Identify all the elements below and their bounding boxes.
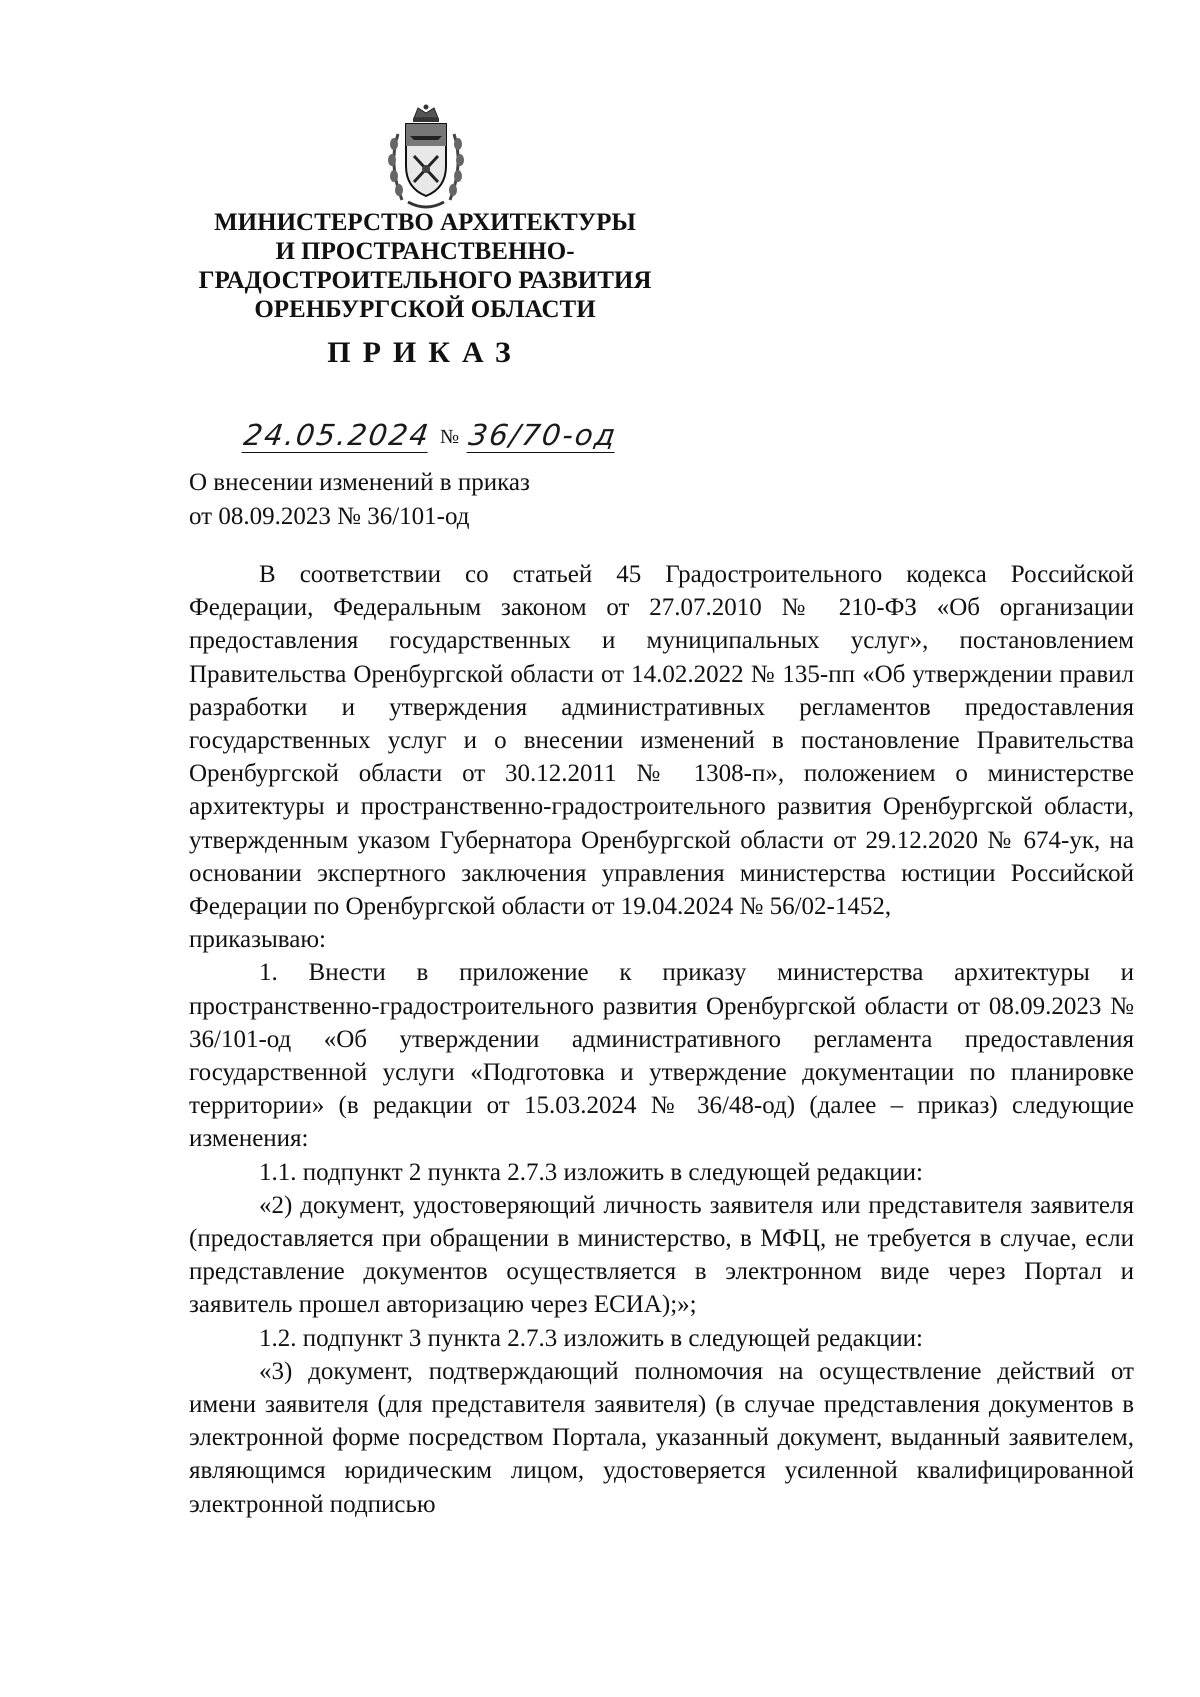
ministry-name — [180, 208, 670, 324]
item-1-1-paragraph: 1.1. подпункт 2 пункта 2.7.3 изложить в следующей редакции: — [259, 1158, 923, 1186]
handwritten-number: 36/70-од — [466, 418, 620, 452]
item-1-paragraph: 1. Внести в приложение к приказу министерства архитектуры и пространственно-градостроительного развития Оренбургской области от 08.09.2023 № 36/101-од «Об утверждении административного регламента предоставления государственной услуги «Подготовка и утверждение документации по планировке территории» (в редакции от 15.03.2024 № 36/48-од) (далее – приказ) следующие изменения: — [189, 959, 1134, 1153]
subject-line: О внесении изменений в приказ — [189, 469, 530, 496]
ministry-name-line: И ПРОСТРАНСТВЕННО- — [275, 238, 575, 265]
item-1-2-text-paragraph: «3) документ, подтверждающий полномочия на осуществление действий от имени заявителя (для представителя заявителя) (в случае представления документов в электронной форме посредством Портала, указанный документ, выданный заявителем, являющимся юридическим лицом, удостоверяется усиленной квалифицированной электронной подписью — [189, 1357, 1134, 1518]
number-label: № — [440, 426, 460, 448]
document-type-title: ПРИКАЗ — [327, 336, 523, 369]
order-word: приказываю: — [189, 926, 326, 954]
item-1-1-text-paragraph: «2) документ, удостоверяющий личность заявителя или представителя заявителя (предоставляется при обращении в министерство, в МФЦ, не требуется в случае, если представление документов осуществляется в электронном виде через Портал и заявитель прошел авторизацию через ЕСИА);»; — [189, 1191, 1134, 1319]
subject-line: от 08.09.2023 № 36/101-од — [189, 503, 470, 530]
ministry-name-line: МИНИСТЕРСТВО АРХИТЕКТУРЫ — [214, 209, 636, 236]
document-subject — [189, 466, 530, 534]
coat-of-arms-icon — [384, 104, 468, 212]
ministry-name-line: ОРЕНБУРГСКОЙ ОБЛАСТИ — [254, 296, 596, 323]
item-1-2-paragraph: 1.2. подпункт 3 пункта 2.7.3 изложить в следующей редакции: — [259, 1324, 923, 1352]
ministry-name-line: ГРАДОСТРОИТЕЛЬНОГО РАЗВИТИЯ — [198, 267, 652, 294]
document-body — [189, 558, 1134, 1521]
date-number-line — [241, 418, 620, 458]
preamble-paragraph: В соответствии со статьей 45 Градостроительного кодекса Российской Федерации, Федеральным законом от 27.07.2010 № 210-ФЗ «Об организации предоставления государственных и муниципальных услуг», постановлением Правительства Оренбургской области от 14.02.2022 № 135-пп «Об утверждении правил разработки и утверждения административных регламентов предоставления государственных услуг и о внесении изменений в постановление Правительства Оренбургской области от 30.12.2011 № 1308-п», положением о министерстве архитектуры и пространственно-градостроительного развития Оренбургской области, утвержденным указом Губернатора Оренбургской области от 29.12.2020 № 674-ук, на основании экспертного заключения управления министерства юстиции Российской Федерации по Оренбургской области от 19.04.2024 № 56/02-1452, — [189, 561, 1134, 921]
handwritten-date: 24.05.2024 — [241, 418, 433, 452]
